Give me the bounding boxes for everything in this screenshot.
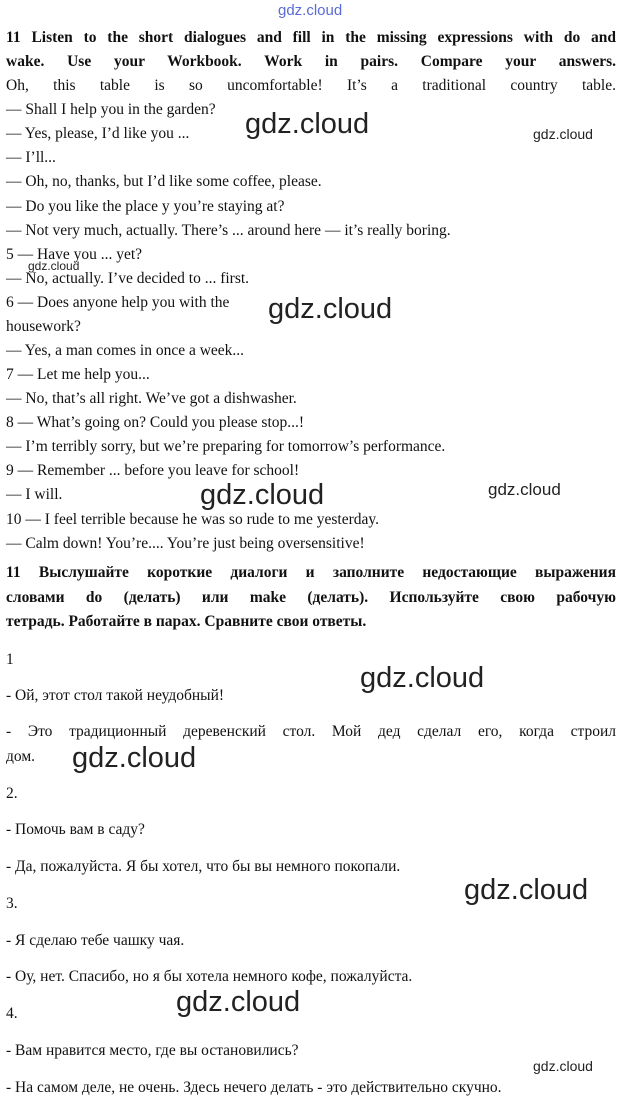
exercise-title-ru-line2: словами do (делать) или make (делать). Используйте свою рабочую bbox=[6, 589, 616, 606]
ru-line: - Я сделаю тебе чашку чая. bbox=[6, 932, 185, 949]
ru-line: - Да, пожалуйста. Я бы хотел, что бы вы немного покопали. bbox=[6, 858, 401, 875]
en-line: — Oh, no, thanks, but I’d like some coffee, please. bbox=[6, 173, 322, 190]
ru-line: - На самом деле, не очень. Здесь нечего делать - это действительно скучно. bbox=[6, 1079, 502, 1096]
en-line: — Calm down! You’re.... You’re just being oversensitive! bbox=[6, 535, 365, 552]
watermark: gdz.cloud bbox=[28, 259, 80, 273]
watermark: gdz.cloud bbox=[464, 874, 589, 906]
en-line: 5 — Have you ... yet? bbox=[6, 246, 143, 263]
watermark: gdz.cloud bbox=[360, 662, 485, 694]
en-line: — I’m terribly sorry, but we’re preparing for tomorrow’s performance. bbox=[6, 438, 446, 455]
watermark: gdz.cloud bbox=[488, 480, 561, 499]
watermark: gdz.cloud bbox=[533, 126, 593, 142]
watermark: gdz.cloud bbox=[245, 108, 370, 140]
en-line: 10 — I feel terrible because he was so rude to me yesterday. bbox=[6, 511, 379, 528]
watermark-top: gdz.cloud bbox=[278, 2, 343, 19]
en-line: — Do you like the place y you’re staying at? bbox=[6, 198, 285, 215]
ru-line: - Помочь вам в саду? bbox=[6, 821, 145, 838]
exercise-title-ru-line1: 11 Выслушайте короткие диалоги и заполните недостающие выражения bbox=[6, 564, 616, 581]
en-line: — I’ll... bbox=[6, 149, 56, 166]
watermark: gdz.cloud bbox=[268, 293, 393, 325]
ru-line: - Вам нравится место, где вы остановились? bbox=[6, 1042, 299, 1059]
watermark: gdz.cloud bbox=[176, 986, 301, 1018]
ru-line: 3. bbox=[6, 895, 18, 912]
exercise-title-en-line2: wake. Use your Workbook. Work in pairs. Compare your answers. bbox=[6, 53, 616, 70]
watermark: gdz.cloud bbox=[533, 1058, 593, 1074]
en-line: — No, that’s all right. We’ve got a dishwasher. bbox=[6, 390, 297, 407]
ru-line: 1 bbox=[6, 651, 14, 668]
en-line: 9 — Remember ... before you leave for school! bbox=[6, 462, 300, 479]
exercise-title-ru-line3: тетрадь. Работайте в парах. Сравните свои ответы. bbox=[6, 613, 367, 630]
en-line: 6 — Does anyone help you with the bbox=[6, 294, 230, 311]
ru-line: 2. bbox=[6, 785, 18, 802]
en-line: — No, actually. I’ve decided to ... first. bbox=[6, 270, 250, 287]
en-line: — Not very much, actually. There’s ... around here — it’s really boring. bbox=[6, 222, 451, 239]
en-line: — Yes, a man comes in once a week... bbox=[6, 342, 245, 359]
en-line: 8 — What’s going on? Could you please stop...! bbox=[6, 414, 305, 431]
ru-line: - Оу, нет. Спасибо, но я бы хотела немного кофе, пожалуйста. bbox=[6, 968, 413, 985]
en-line: — Yes, please, I’d like you ... bbox=[6, 125, 190, 142]
ru-line: - Это традиционный деревенский стол. Мой дед сделал его, когда строил bbox=[6, 723, 616, 740]
watermark: gdz.cloud bbox=[200, 479, 325, 511]
en-line: — Shall I help you in the garden? bbox=[6, 101, 216, 118]
exercise-title-en-line1: 11 Listen to the short dialogues and fill in the missing expressions with do and bbox=[6, 29, 616, 46]
ru-line: - Ой, этот стол такой неудобный! bbox=[6, 687, 225, 704]
ru-line: 4. bbox=[6, 1005, 18, 1022]
en-line: Oh, this table is so uncomfortable! It’s a traditional country table. bbox=[6, 77, 616, 94]
en-line: 7 — Let me help you... bbox=[6, 366, 150, 383]
watermark: gdz.cloud bbox=[72, 742, 197, 774]
en-line: — I will. bbox=[6, 486, 63, 503]
ru-line: дом. bbox=[6, 748, 36, 765]
en-line: housework? bbox=[6, 318, 81, 335]
